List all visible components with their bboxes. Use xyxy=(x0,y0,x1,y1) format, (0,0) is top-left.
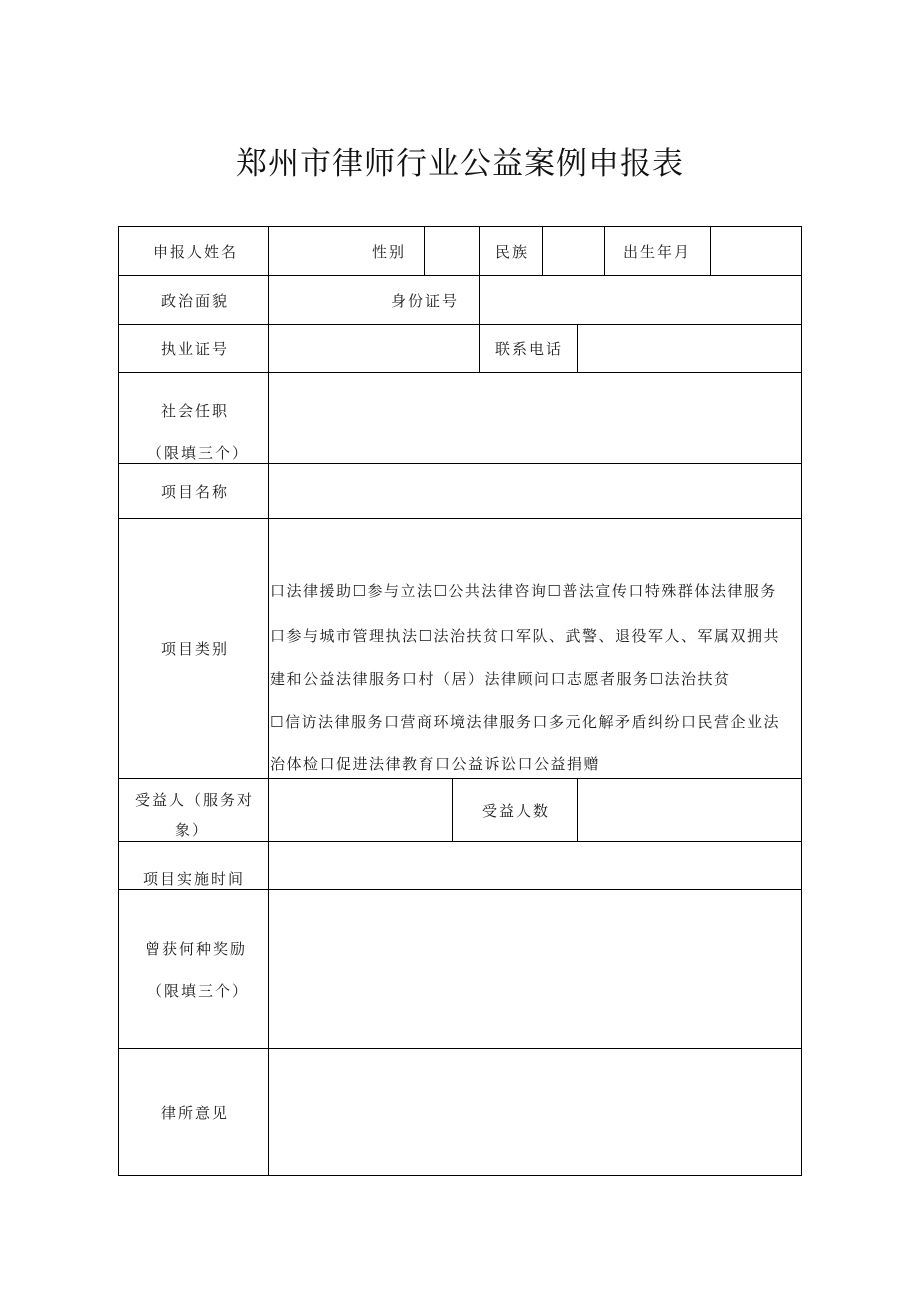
field-beneficiary-count[interactable] xyxy=(578,779,801,841)
label-political-status: 政治面貌 xyxy=(161,292,230,310)
field-license-number[interactable] xyxy=(269,325,479,372)
field-applicant-name[interactable] xyxy=(269,227,369,275)
page-title: 郑州市律师行业公益案例申报表 xyxy=(236,146,684,182)
label-phone: 联系电话 xyxy=(495,340,564,358)
field-id-number[interactable] xyxy=(480,276,801,324)
label-birth-date: 出生年月 xyxy=(623,243,692,261)
field-phone[interactable] xyxy=(578,325,801,372)
label-applicant-name: 申报人姓名 xyxy=(153,243,239,261)
label-beneficiary: 受益人（服务对 xyxy=(135,791,255,809)
field-gender[interactable] xyxy=(425,227,479,275)
category-line[interactable]: 口法律援助☐参与立法☐公共法律咨询☐普法宣传口特殊群体法律服务 xyxy=(270,582,777,600)
label-beneficiary-cont: 象） xyxy=(175,821,210,839)
label-project-name: 项目名称 xyxy=(161,483,230,501)
field-beneficiary[interactable] xyxy=(269,779,452,841)
field-firm-opinion[interactable] xyxy=(269,1049,801,1175)
label-beneficiary-count: 受益人数 xyxy=(482,802,551,820)
category-line[interactable]: 口参与城市管理执法☐法治扶贫口军队、武警、退役军人、军属双拥共 xyxy=(270,627,780,645)
field-birth-date[interactable] xyxy=(711,227,801,275)
category-line[interactable]: 建和公益法律服务口村（居）法律顾问口志愿者服务☐法治扶贫 xyxy=(270,670,731,688)
label-awards-note: （限填三个） xyxy=(147,982,250,1000)
field-project-name[interactable] xyxy=(269,464,801,518)
label-awards: 曾获何种奖励 xyxy=(145,940,248,958)
field-ethnicity[interactable] xyxy=(543,227,604,275)
label-id-number: 身份证号 xyxy=(391,292,460,310)
label-firm-opinion: 律所意见 xyxy=(161,1104,230,1122)
field-political-status[interactable] xyxy=(269,276,369,324)
field-implementation-time[interactable] xyxy=(269,842,801,889)
label-license-number: 执业证号 xyxy=(161,340,230,358)
label-project-category: 项目类别 xyxy=(161,640,230,658)
label-social-positions: 社会任职 xyxy=(161,402,230,420)
category-line[interactable]: 治体检口促进法律教育口公益诉讼口公益捐赠 xyxy=(270,755,601,773)
field-social-positions[interactable] xyxy=(269,373,801,463)
label-implementation-time: 项目实施时间 xyxy=(143,870,246,888)
label-ethnicity: 民族 xyxy=(495,243,530,261)
field-awards[interactable] xyxy=(269,890,801,1048)
category-line[interactable]: ☐信访法律服务口营商环境法律服务口多元化解矛盾纠纷口民营企业法 xyxy=(270,713,780,731)
label-social-positions-note: （限填三个） xyxy=(147,444,250,462)
label-gender: 性别 xyxy=(372,243,407,261)
